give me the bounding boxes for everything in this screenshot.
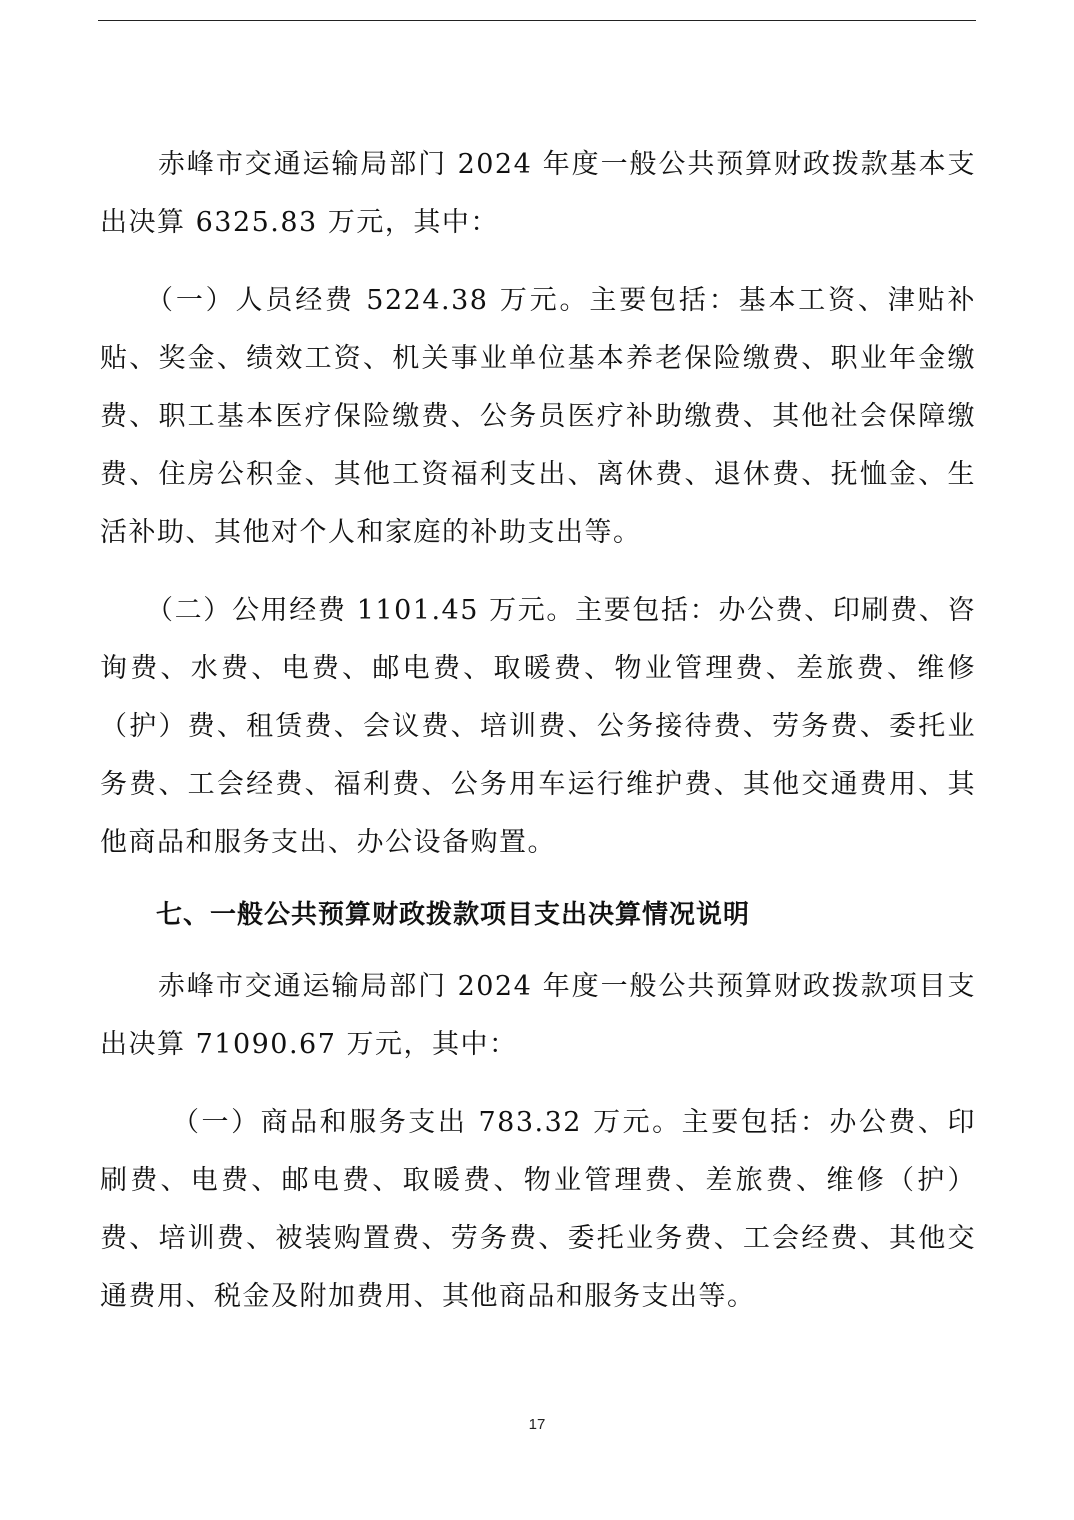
project-expenditure-paragraph: 赤峰市交通运输局部门 2024 年度一般公共预算财政拨款项目支出决算 71090.67 万元，其中： bbox=[100, 971, 976, 1060]
page-number: 17 bbox=[528, 1416, 546, 1433]
basic-expenditure-paragraph: 赤峰市交通运输局部门 2024 年度一般公共预算财政拨款基本支出决算 6325.83 万元，其中： bbox=[100, 149, 976, 238]
public-costs-paragraph: （二）公用经费 1101.45 万元。主要包括：办公费、印刷费、咨询费、水费、电费、邮电费、取暖费、物业管理费、差旅费、维修（护）费、租赁费、会议费、培训费、公务接待费、劳务费、委托业务费、工会经费、福利费、公务用车运行维护费、其他交通费用、其他商品和服务支出、办公设备购置。 bbox=[100, 595, 976, 858]
personnel-costs-paragraph: （一）人员经费 5224.38 万元。主要包括：基本工资、津贴补贴、奖金、绩效工资、机关事业单位基本养老保险缴费、职业年金缴费、职工基本医疗保险缴费、公务员医疗补助缴费、其他社会保障缴费、住房公积金、其他工资福利支出、离休费、退休费、抚恤金、生活补助、其他对个人和家庭的补助支出等。 bbox=[100, 285, 976, 548]
header-rule bbox=[98, 20, 976, 21]
section-heading: 七、一般公共预算财政拨款项目支出决算情况说明 bbox=[156, 900, 751, 930]
document-body bbox=[100, 136, 976, 1326]
goods-services-paragraph: （一）商品和服务支出 783.32 万元。主要包括：办公费、印刷费、电费、邮电费、取暖费、物业管理费、差旅费、维修（护）费、培训费、被装购置费、劳务费、委托业务费、工会经费、其他交通费用、税金及附加费用、其他商品和服务支出等。 bbox=[100, 1107, 976, 1312]
